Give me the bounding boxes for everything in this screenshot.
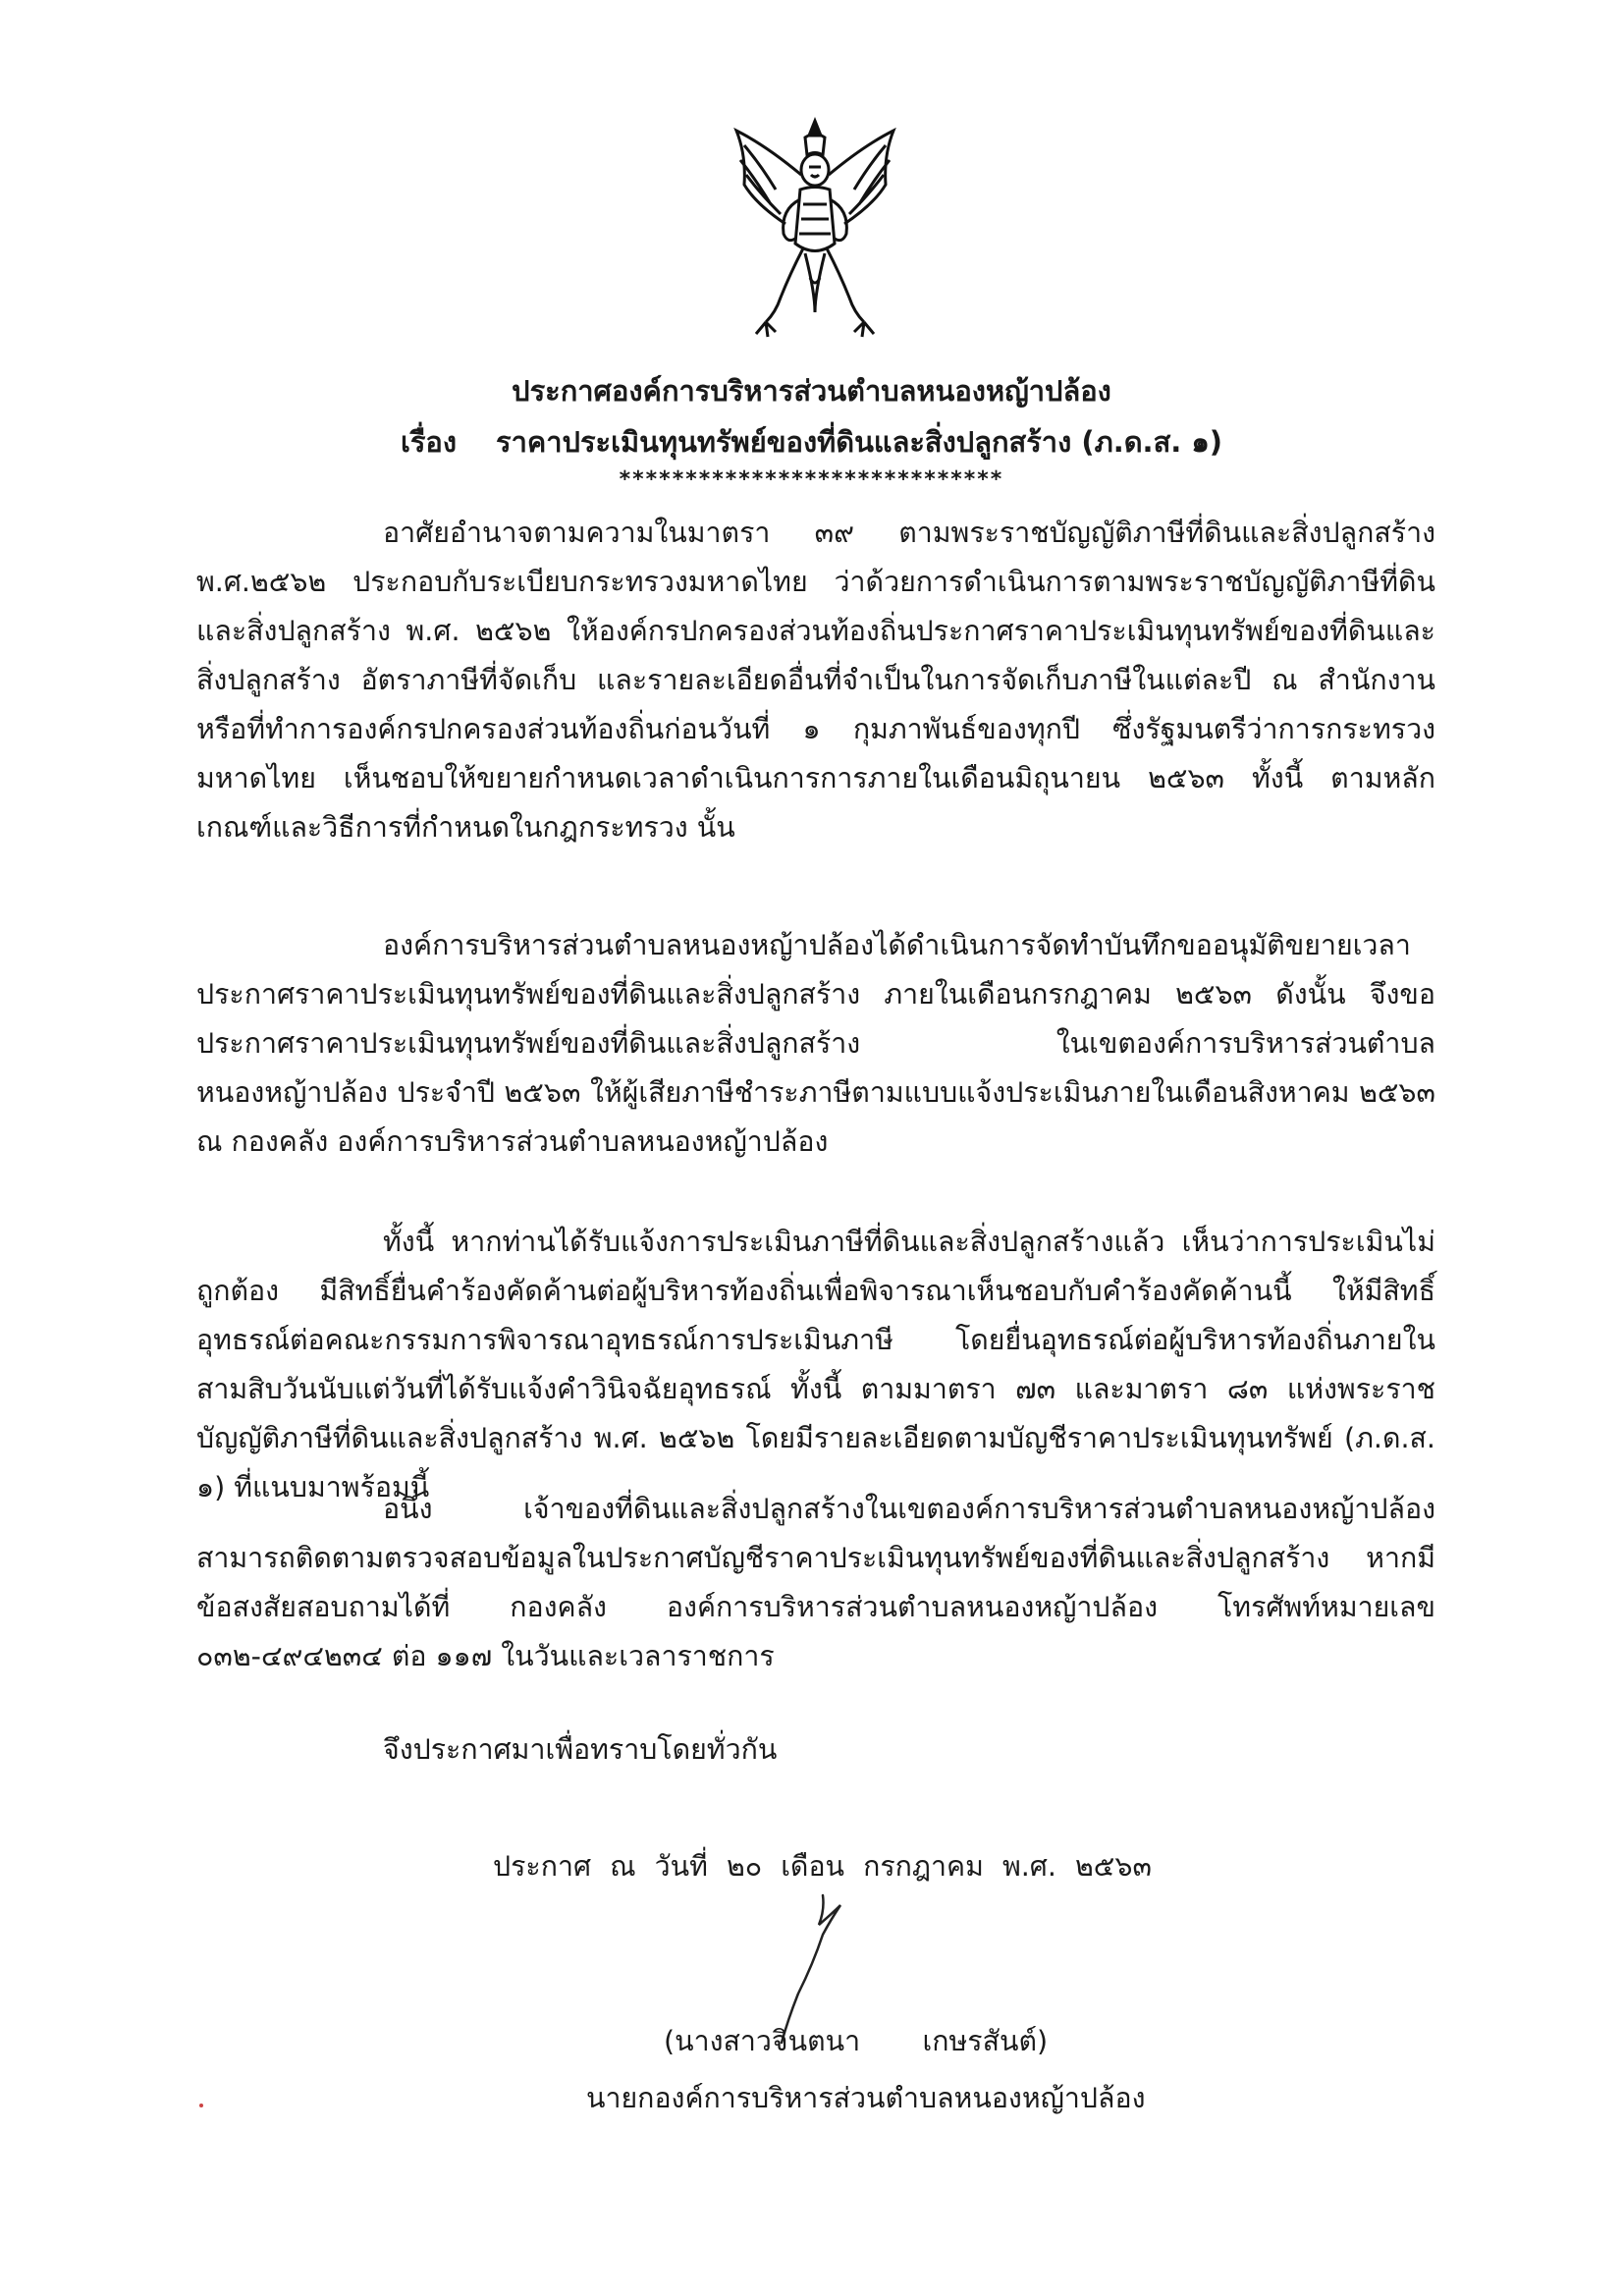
- paragraph-authority: [196, 509, 1435, 852]
- paragraph-authority-text: อาศัยอำนาจตามความในมาตรา ๓๙ ตามพระราชบัญญัติภาษีที่ดินและสิ่งปลูกสร้าง พ.ศ.๒๕๖๒ ประกอบกับระเบียบกระทรวงมหาดไทย ว่าด้วยการดำเนินการตามพระราชบัญญัติภาษีที่ดินและสิ่งปลูกสร้าง พ.ศ. ๒๕๖๒ ให้องค์กรปกครองส่วนท้องถิ่นประกาศราคาประเมินทุนทรัพย์ของที่ดินและสิ่งปลูกสร้าง อัตราภาษีที่จัดเก็บ และรายละเอียดอื่นที่จำเป็นในการจัดเก็บภาษีในแต่ละปี ณ สำนักงานหรือที่ทำการองค์กรปกครองส่วนท้องถิ่นก่อนวันที่ ๑ กุมภาพันธ์ของทุกปี ซึ่งรัฐมนตรีว่าการกระทรวงมหาดไทย เห็นชอบให้ขยายกำหนดเวลาดำเนินการการภายในเดือนมิถุนายน ๒๕๖๓ ทั้งนี้ ตามหลักเกณฑ์และวิธีการที่กำหนดในกฎกระทรวง นั้น: [196, 517, 1435, 844]
- paragraph-contact: [196, 1485, 1435, 1681]
- closing-statement: จึงประกาศมาเพื่อทราบโดยทั่วกัน: [383, 1733, 778, 1766]
- paragraph-appeal-text: ทั้งนี้ หากท่านได้รับแจ้งการประเมินภาษีที่ดินและสิ่งปลูกสร้างแล้ว เห็นว่าการประเมินไม่ถูกต้อง มีสิทธิ์ยื่นคำร้องคัดค้านต่อผู้บริหารท้องถิ่นเพื่อพิจารณาเห็นชอบกับคำร้องคัดค้านนี้ ให้มีสิทธิ์อุทธรณ์ต่อคณะกรรมการพิจารณาอุทธรณ์การประเมินภาษี โดยยื่นอุทธรณ์ต่อผู้บริหารท้องถิ่นภายในสามสิบวันนับแต่วันที่ได้รับแจ้งคำวินิจฉัยอุทธรณ์ ทั้งนี้ ตามมาตรา ๗๓ และมาตรา ๘๓ แห่งพระราชบัญญัติภาษีที่ดินและสิ่งปลูกสร้าง พ.ศ. ๒๕๖๒ โดยมีรายละเอียดตามบัญชีราคาประเมินทุนทรัพย์ (ภ.ด.ส. ๑) ที่แนบมาพร้อมนี้: [196, 1226, 1435, 1503]
- garuda-emblem-icon: [727, 116, 903, 342]
- paragraph-contact-text: อนึ่ง เจ้าของที่ดินและสิ่งปลูกสร้างในเขตองค์การบริหารส่วนตำบลหนองหญ้าปล้อง สามารถติดตามตรวจสอบข้อมูลในประกาศบัญชีราคาประเมินทุนทรัพย์ของที่ดินและสิ่งปลูกสร้าง หากมีข้อสงสัยสอบถามได้ที่ กองคลัง องค์การบริหารส่วนตำบลหนองหญ้าปล้อง โทรศัพท์หมายเลข ๐๓๒-๔๙๔๒๓๔ ต่อ ๑๑๗ ในวันและเวลาราชการ: [196, 1493, 1435, 1672]
- subject-text: ราคาประเมินทุนทรัพย์ของที่ดินและสิ่งปลูกสร้าง (ภ.ด.ส. ๑): [496, 425, 1223, 459]
- subject-label: เรื่อง: [400, 425, 458, 459]
- announcement-date: ประกาศ ณ วันที่ ๒๐ เดือน กรกฎาคม พ.ศ. ๒๕๖๓: [493, 1850, 1152, 1883]
- scan-mark: [199, 2104, 203, 2107]
- title-separator: *****************************: [619, 467, 1004, 492]
- signer-name: (นางสาวจินตนา เกษรสันต์): [664, 2025, 1049, 2057]
- paragraph-appeal: [196, 1218, 1435, 1512]
- paragraph-extension-text: องค์การบริหารส่วนตำบลหนองหญ้าปล้องได้ดำเนินการจัดทำบันทึกขออนุมัติขยายเวลาประกาศราคาประเมินทุนทรัพย์ของที่ดินและสิ่งปลูกสร้าง ภายในเดือนกรกฎาคม ๒๕๖๓ ดังนั้น จึงขอประกาศราคาประเมินทุนทรัพย์ของที่ดินและสิ่งปลูกสร้าง ในเขตองค์การบริหารส่วนตำบลหนองหญ้าปล้อง ประจำปี ๒๕๖๓ ให้ผู้เสียภาษีชำระภาษีตามแบบแจ้งประเมินภายในเดือนสิงหาคม ๒๕๖๓ ณ กองคลัง องค์การบริหารส่วนตำบลหนองหญ้าปล้อง: [196, 929, 1435, 1158]
- signer-title: นายกองค์การบริหารส่วนตำบลหนองหญ้าปล้อง: [586, 2082, 1146, 2114]
- announcement-subject: [0, 422, 1623, 462]
- paragraph-extension: [196, 921, 1435, 1167]
- announcement-title: ประกาศองค์การบริหารส่วนตำบลหนองหญ้าปล้อง: [512, 374, 1111, 408]
